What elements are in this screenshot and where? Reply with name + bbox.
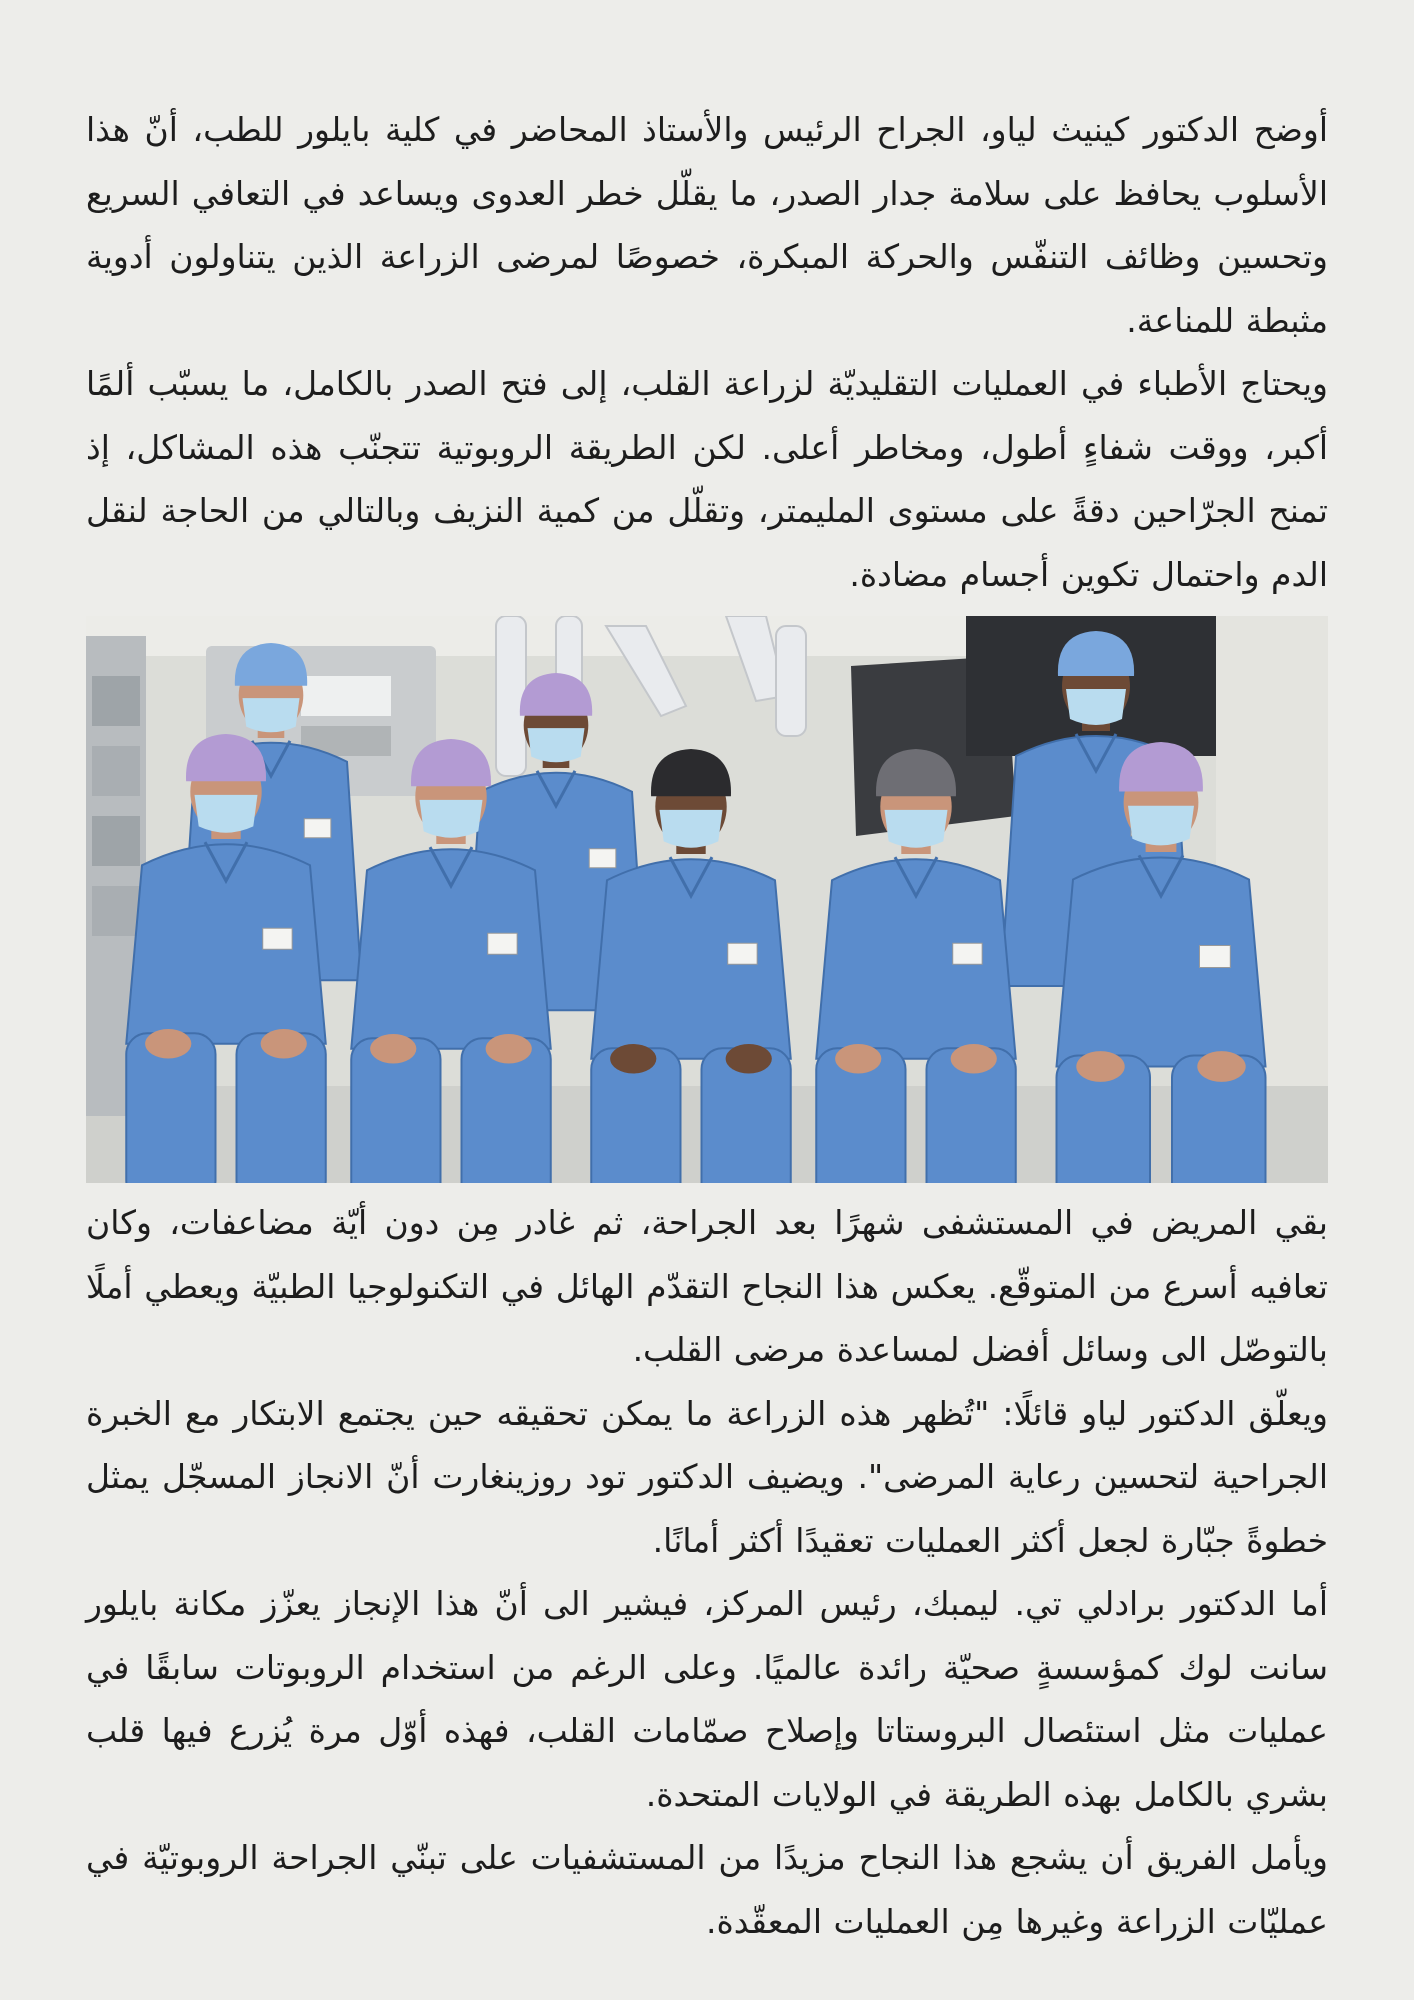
paragraph-2: ويحتاج الأطباء في العمليات التقليديّة لزراعة القلب، إلى فتح الصدر بالكامل، ما يسبّب ألمًا أكبر، ووقت شفاءٍ أطول، ومخاطر أعلى. لكن الطريقة الروبوتية تتجنّب هذه المشاكل، إذ تمنح الجرّاحين دقةً على مستوى المليمتر، وتقلّل من كمية النزيف وبالتالي من الحاجة لنقل الدم واحتمال تكوين أجسام مضادة. bbox=[86, 364, 1328, 594]
article bbox=[86, 98, 1328, 1953]
paragraph-1: أوضح الدكتور كينيث لياو، الجراح الرئيس والأستاذ المحاضر في كلية بايلور للطب، أنّ هذا الأسلوب يحافظ على سلامة جدار الصدر، ما يقلّل خطر العدوى ويساعد في التعافي السريع وتحسين وظائف التنفّس والحركة المبكرة، خصوصًا لمرضى الزراعة الذين يتناولون أدوية مثبطة للمناعة. bbox=[86, 110, 1328, 340]
surgical-team-photo bbox=[86, 616, 1328, 1183]
surgical-team-illustration bbox=[86, 616, 1328, 1183]
paragraph-5: أما الدكتور برادلي تي. ليمبك، رئيس المركز، فيشير الى أنّ هذا الإنجاز يعزّز مكانة بايلور سانت لوك كمؤسسةٍ صحيّة رائدة عالميًا. وعلى الرغم من استخدام الروبوتات سابقًا في عمليات مثل استئصال البروستاتا وإصلاح صمّامات القلب، فهذه أوّل مرة يُزرع فيها قلب بشري بالكامل بهذه الطريقة في الولايات المتحدة. bbox=[86, 1584, 1328, 1814]
paragraph-6: ويأمل الفريق أن يشجع هذا النجاح مزيدًا من المستشفيات على تبنّي الجراحة الروبوتيّة في عمليّات الزراعة وغيرها مِن العمليات المعقّدة. bbox=[86, 1838, 1328, 1941]
paragraph-3: بقي المريض في المستشفى شهرًا بعد الجراحة، ثم غادر مِن دون أيّة مضاعفات، وكان تعافيه أسرع من المتوقّع. يعكس هذا النجاح التقدّم الهائل في التكنولوجيا الطبيّة ويعطي أملًا بالتوصّل الى وسائل أفضل لمساعدة مرضى القلب. bbox=[86, 1203, 1328, 1369]
paragraph-4: ويعلّق الدكتور لياو قائلًا: "تُظهر هذه الزراعة ما يمكن تحقيقه حين يجتمع الابتكار مع الخبرة الجراحية لتحسين رعاية المرضى". ويضيف الدكتور تود روزينغارت أنّ الانجاز المسجّل يمثل خطوةً جبّارة لجعل أكثر العمليات تعقيدًا أكثر أمانًا. bbox=[86, 1393, 1328, 1560]
